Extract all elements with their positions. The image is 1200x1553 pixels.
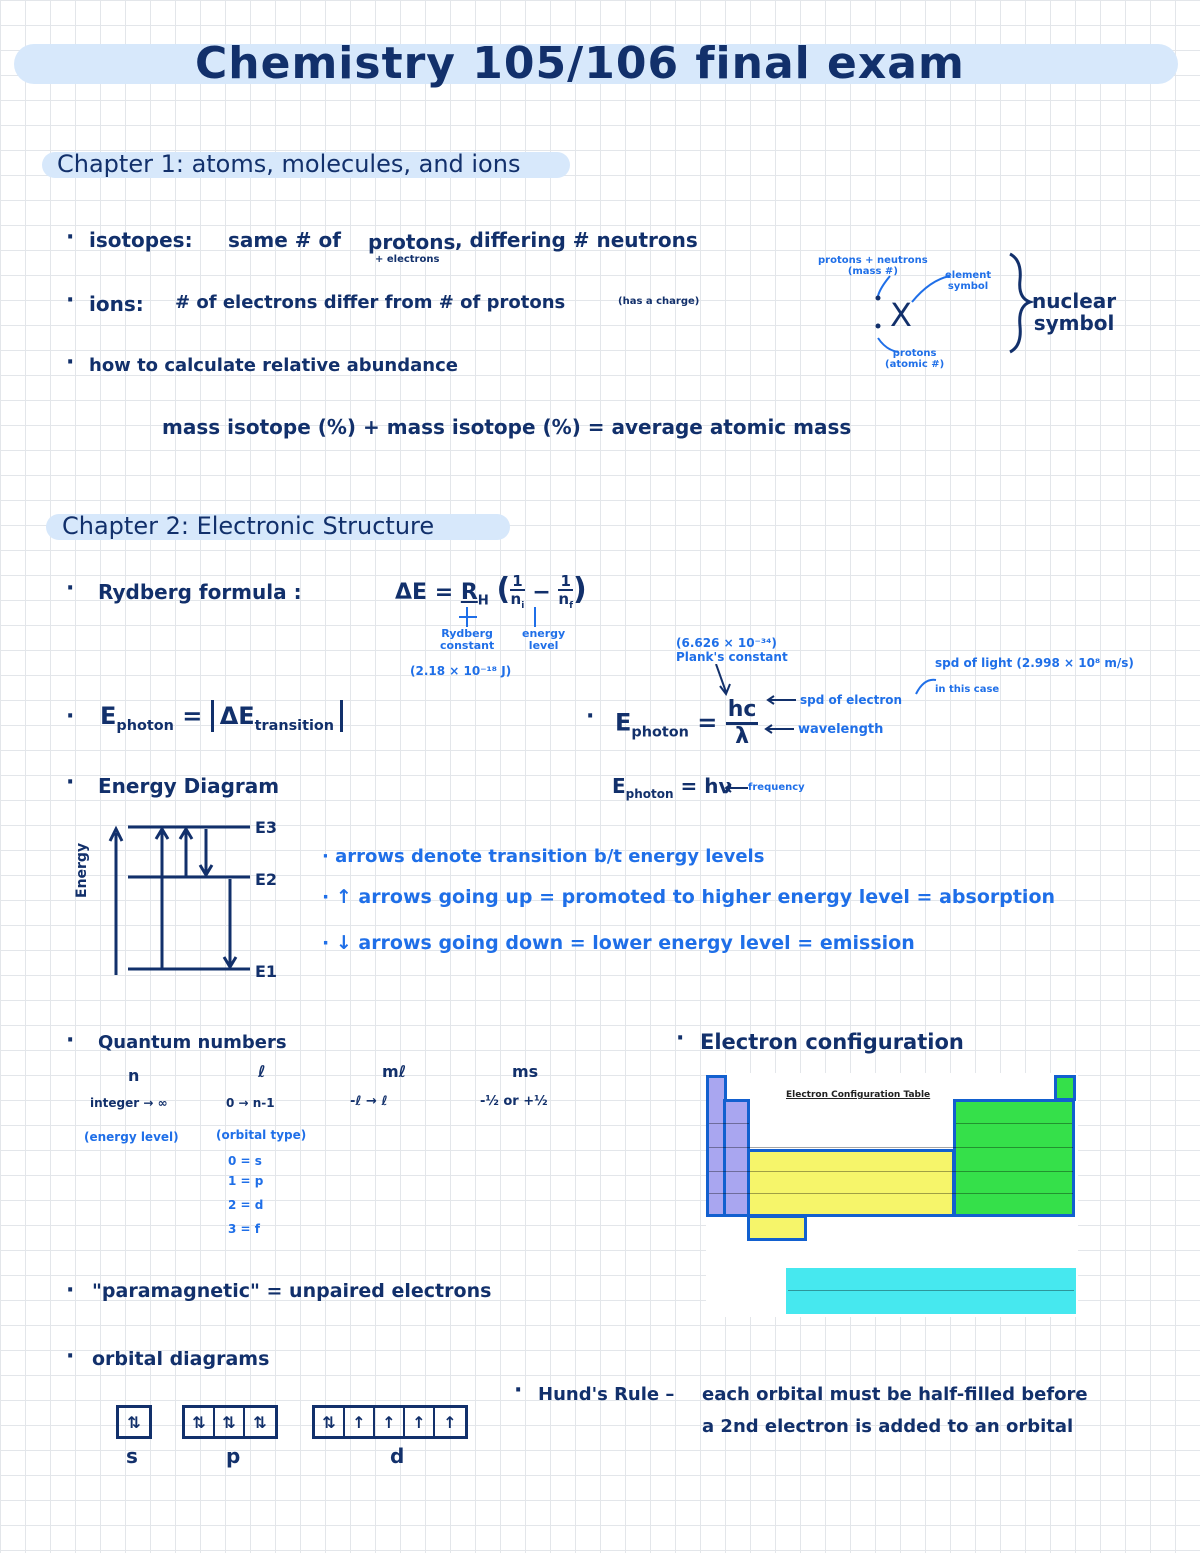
orbital-type-p: 1 = p	[228, 1174, 264, 1188]
ec-table-title: Electron Configuration Table	[786, 1090, 931, 1100]
orbital-cell: ⇅	[185, 1408, 215, 1436]
wavelength-label: wavelength	[798, 722, 884, 737]
abundance-text: how to calculate relative abundance	[89, 355, 458, 376]
diagram-note-1: · arrows denote transition b/t energy levels	[322, 846, 765, 867]
orbital-type-f: 3 = f	[228, 1222, 260, 1236]
orbital-cell: ↑	[375, 1408, 405, 1436]
rydberg-formula: $\Delta E = R_H$ ( $\frac{1}{n_i}$ − $\frac{1}{n_f}$ )	[395, 571, 587, 611]
orbital-cell: ⇅	[253, 1412, 267, 1432]
p-block	[953, 1099, 1075, 1217]
frequency-arrow	[724, 782, 754, 794]
diagram-note-2: · ↑ arrows going up = promoted to higher energy level = absorption	[322, 886, 1056, 908]
bullet-dot: ·	[676, 1026, 685, 1051]
bullet-dot: ·	[66, 288, 75, 313]
orbital-cell: ↑	[405, 1408, 435, 1436]
isotopes-text-a: same # of	[228, 228, 341, 252]
ephoton-hv: $E_{photon} = h\nu$	[612, 774, 733, 801]
level-e2: E2	[255, 870, 278, 889]
speed-of-light: spd of light (2.998 × 10⁸ m/s)	[935, 656, 1134, 670]
hc-annotation-arrows	[700, 664, 940, 754]
bullet-dot: ·	[66, 350, 75, 375]
isotopes-text-b: , differing # neutrons	[455, 228, 698, 252]
quantum-numbers-label: Quantum numbers	[98, 1032, 287, 1053]
qn-range-ms: -½ or +½	[480, 1094, 548, 1109]
qn-header-ml: mℓ	[382, 1062, 407, 1081]
ions-label: ions:	[89, 292, 144, 316]
orbital-cell: ↑	[345, 1408, 375, 1436]
orbital-cell: ↑	[443, 1412, 457, 1432]
orbital-box-d	[312, 1405, 468, 1439]
level-e1: E1	[255, 962, 278, 981]
orbital-cell: ⇅	[215, 1408, 245, 1436]
nuclear-symbol-x: X	[890, 296, 912, 334]
orbital-type-s: 0 = s	[228, 1154, 262, 1168]
bullet-dot: ·	[66, 225, 75, 250]
hunds-rule-text-2: a 2nd electron is added to an orbital	[702, 1416, 1074, 1437]
periodic-table-image	[706, 1073, 1078, 1317]
orbital-box-p	[182, 1405, 278, 1439]
isotopes-protons: protons	[368, 230, 456, 254]
bullet-dot: ·	[66, 1344, 75, 1369]
hunds-rule-label: Hund's Rule –	[538, 1384, 675, 1405]
energy-diagram-label: Energy Diagram	[98, 774, 280, 798]
chapter1-heading: Chapter 1: atoms, molecules, and ions	[57, 150, 521, 178]
qn-range-n: integer → ∞	[90, 1096, 168, 1110]
speed-of-electron: spd of electron	[800, 693, 903, 707]
in-this-case: in this case	[935, 684, 1000, 695]
bullet-dot: ·	[514, 1378, 523, 1403]
nuclear-element-label: element symbol	[945, 270, 992, 292]
energy-axis-label: Energy	[74, 842, 90, 898]
qn-header-n: n	[128, 1066, 140, 1085]
bullet-dot: ·	[586, 704, 595, 729]
he-block	[1054, 1075, 1076, 1101]
rydberg-constant-label: Rydberg constant	[440, 627, 495, 652]
qn-note-l: (orbital type)	[216, 1128, 307, 1142]
orbital-diagrams-label: orbital diagrams	[92, 1348, 270, 1370]
ephoton-hc: $E_{photon}$ = $\frac{hc}{\lambda}$	[615, 697, 757, 749]
ephoton-transition: $E_{photon} = \Delta E_{transition}$	[100, 702, 343, 734]
qn-note-n: (energy level)	[84, 1130, 179, 1144]
bullet-dot: ·	[66, 576, 75, 601]
orbital-cell: ⇅	[127, 1412, 141, 1432]
isotopes-label: isotopes:	[89, 228, 193, 252]
nuclear-bracket-label: nuclear symbol	[1032, 289, 1117, 335]
orbital-type-d: 2 = d	[228, 1198, 264, 1212]
level-e3: E3	[255, 818, 278, 837]
diagram-note-3: · ↓ arrows going down = lower energy level = emission	[322, 932, 915, 954]
frequency-label: frequency	[748, 782, 805, 793]
qn-range-ml: -ℓ → ℓ	[350, 1094, 388, 1109]
orbital-cell: ⇅	[315, 1408, 345, 1436]
energy-level-label: energy level	[522, 627, 566, 652]
rydberg-constant-value: (2.18 × 10⁻¹⁸ J)	[410, 664, 512, 678]
d-block	[747, 1149, 955, 1217]
bullet-dot: ·	[66, 770, 75, 795]
paramagnetic-note: "paramagnetic" = unpaired electrons	[92, 1280, 492, 1302]
electron-configuration-table	[706, 1073, 1078, 1317]
hunds-rule-text-1: each orbital must be half-filled before	[702, 1384, 1088, 1405]
nuclear-top-label: protons + neutrons (mass #)	[818, 255, 928, 277]
chapter2-heading: Chapter 2: Electronic Structure	[62, 512, 435, 540]
qn-header-l: ℓ	[258, 1062, 266, 1081]
qn-header-ms: ms	[512, 1062, 539, 1081]
orbital-label-s: s	[126, 1444, 138, 1468]
orbital-label-d: d	[390, 1444, 405, 1468]
s-block-2	[723, 1099, 750, 1217]
bullet-dot: ·	[66, 704, 75, 729]
isotopes-sub: + electrons	[375, 254, 440, 265]
orbital-label-p: p	[226, 1444, 241, 1468]
abundance-formula: mass isotope (%) + mass isotope (%) = average atomic mass	[162, 415, 852, 439]
qn-range-l: 0 → n-1	[226, 1096, 275, 1110]
bullet-dot: ·	[66, 1278, 75, 1303]
orbital-box-s	[116, 1405, 152, 1439]
f-block	[786, 1268, 1076, 1314]
rydberg-label: Rydberg formula :	[98, 580, 302, 604]
electron-configuration-label: Electron configuration	[700, 1030, 964, 1054]
bullet-dot: ·	[66, 1028, 75, 1053]
planck-constant: (6.626 × 10⁻³⁴) Plank's constant	[676, 636, 788, 664]
page-title: Chemistry 105/106 final exam	[195, 38, 965, 89]
ions-text: # of electrons differ from # of protons	[175, 292, 566, 313]
ions-note: (has a charge)	[618, 296, 700, 307]
nuclear-bottom-label: protons (atomic #)	[885, 348, 945, 370]
d-block-extra	[747, 1215, 807, 1241]
